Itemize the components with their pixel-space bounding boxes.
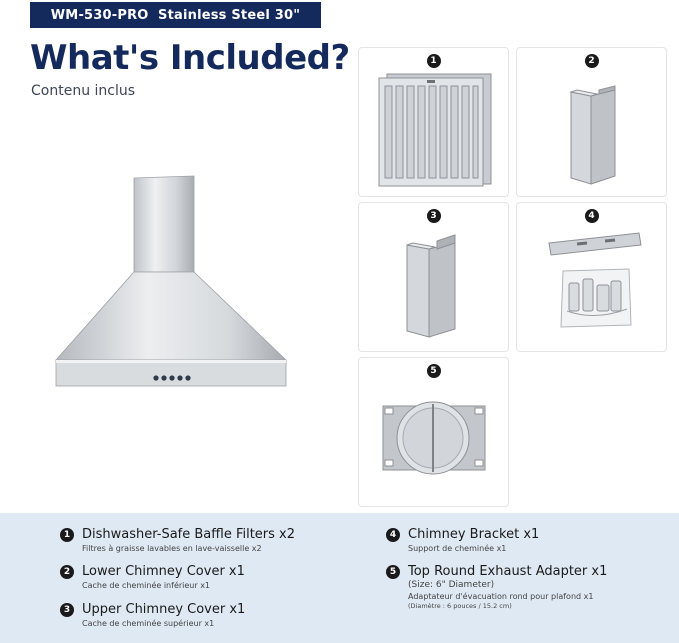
item-label-fr: Support de cheminée x1 [408,544,507,553]
item-number: 3 [60,603,74,617]
card-chimney-bracket [516,202,667,352]
item-size-fr: (Diamètre : 6 pouces / 15.2 cm) [408,602,512,610]
model-name: WM-530-PRO [50,7,149,23]
model-size: 30" [274,7,301,23]
item-upper-chimney [60,602,245,628]
item-label-fr: Adaptateur d'évacuation rond pour plafond x1 [408,592,594,601]
item-lower-chimney [60,564,245,590]
item-size: (Size: 6" Diameter) [408,580,495,590]
item-label-fr: Filtres à graisse lavables en lave-vaisselle x2 [82,544,262,553]
page-subtitle: Contenu inclus [31,83,136,99]
upper-chimney-icon [403,233,459,339]
card-lower-chimney [516,47,667,197]
page-title: What's Included? [30,38,350,78]
item-label: Lower Chimney Cover x1 [82,564,245,579]
card-upper-chimney [358,202,509,352]
card-baffle-filters [358,47,509,197]
range-hood-image [52,172,288,390]
lower-chimney-icon [567,82,619,186]
item-label-fr: Cache de cheminée inférieur x1 [82,581,211,590]
card-number: 1 [427,54,441,68]
model-badge [30,2,321,28]
item-label: Chimney Bracket x1 [408,527,540,542]
item-label-fr: Cache de cheminée supérieur x1 [82,619,215,628]
item-label: Dishwasher-Safe Baffle Filters x2 [82,527,296,542]
card-number: 2 [585,54,599,68]
chimney-bracket-icon [547,231,643,331]
item-number: 5 [386,565,400,579]
round-exhaust-adapter-icon [381,400,487,476]
card-number: 3 [427,209,441,223]
item-exhaust-adapter [386,564,607,610]
item-chimney-bracket [386,527,539,553]
card-exhaust-adapter [358,357,509,507]
item-number: 2 [60,565,74,579]
card-number: 4 [585,209,599,223]
item-number: 1 [60,528,74,542]
item-label: Upper Chimney Cover x1 [82,602,246,617]
item-number: 4 [386,528,400,542]
model-material: Stainless Steel [158,7,271,23]
baffle-filters-icon [377,72,493,188]
item-label: Top Round Exhaust Adapter x1 [408,564,608,579]
item-baffle-filters [60,527,295,553]
card-number: 5 [427,364,441,378]
